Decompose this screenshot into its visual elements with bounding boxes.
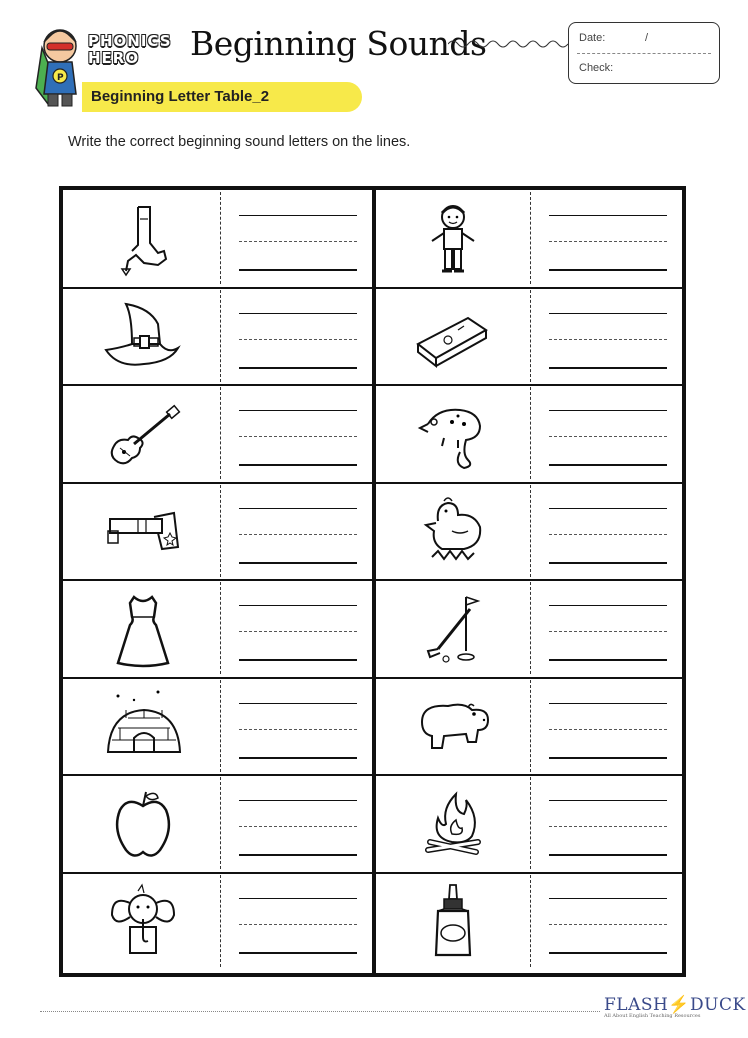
writing-lines[interactable] xyxy=(549,288,667,385)
arm-icon xyxy=(98,199,188,279)
writing-line xyxy=(549,464,667,466)
dashed-divider xyxy=(530,290,531,382)
midline-dashed xyxy=(549,631,667,632)
apple-icon xyxy=(98,784,188,864)
lightning-icon: ⚡ xyxy=(668,995,691,1015)
date-label: Date: xyxy=(579,32,606,44)
hat-icon xyxy=(98,296,188,376)
date-divider xyxy=(577,53,711,54)
picture-box xyxy=(67,483,219,580)
picture-box xyxy=(67,873,219,970)
writing-line xyxy=(239,952,357,954)
picture-box xyxy=(377,775,529,872)
writing-line xyxy=(239,659,357,661)
brand-logo xyxy=(88,32,184,70)
writing-lines[interactable] xyxy=(549,678,667,775)
dashed-divider xyxy=(220,290,221,382)
table-cell xyxy=(67,873,367,970)
writing-line xyxy=(549,659,667,661)
dashed-divider xyxy=(530,582,531,674)
writing-line xyxy=(549,313,667,314)
glue-icon xyxy=(408,881,498,961)
table-cell xyxy=(67,288,367,385)
table-cell xyxy=(377,678,677,775)
picture-box xyxy=(377,678,529,775)
dashed-divider xyxy=(220,485,221,577)
writing-lines[interactable] xyxy=(239,190,357,287)
squiggle-divider-icon xyxy=(448,38,568,50)
logo-part2: DUCK xyxy=(690,995,746,1015)
writing-line xyxy=(549,800,667,801)
fire-icon xyxy=(408,784,498,864)
midline-dashed xyxy=(549,534,667,535)
footer-rule xyxy=(40,1011,600,1012)
writing-line xyxy=(549,367,667,369)
writing-line xyxy=(549,562,667,564)
date-check-box xyxy=(568,22,720,84)
dashed-divider xyxy=(530,192,531,284)
chameleon-icon xyxy=(408,394,498,474)
check-label: Check: xyxy=(579,62,614,74)
writing-lines[interactable] xyxy=(239,580,357,677)
dashed-divider xyxy=(220,875,221,967)
letter-table xyxy=(59,186,686,977)
dashed-divider xyxy=(220,387,221,479)
brand-line2: HERO xyxy=(88,49,140,67)
writing-lines[interactable] xyxy=(549,873,667,970)
igloo-icon xyxy=(98,686,188,766)
table-cell xyxy=(67,483,367,580)
writing-lines[interactable] xyxy=(239,483,357,580)
table-cell xyxy=(67,775,367,872)
writing-lines[interactable] xyxy=(549,483,667,580)
writing-line xyxy=(549,269,667,271)
picture-box xyxy=(67,288,219,385)
table-cell xyxy=(377,483,677,580)
midline-dashed xyxy=(239,826,357,827)
dashed-divider xyxy=(530,777,531,869)
guitar-icon xyxy=(98,394,188,474)
logo-tagline: All About English Teaching Resources xyxy=(604,1013,701,1019)
writing-lines[interactable] xyxy=(239,873,357,970)
picture-box xyxy=(67,678,219,775)
writing-lines[interactable] xyxy=(549,190,667,287)
boy-icon xyxy=(408,199,498,279)
writing-line xyxy=(549,605,667,606)
picture-box xyxy=(377,873,529,970)
column-divider xyxy=(372,190,376,973)
writing-lines[interactable] xyxy=(239,288,357,385)
writing-line xyxy=(239,367,357,369)
midline-dashed xyxy=(239,631,357,632)
writing-lines[interactable] xyxy=(549,385,667,482)
midline-dashed xyxy=(549,339,667,340)
midline-dashed xyxy=(549,436,667,437)
gun-icon xyxy=(98,491,188,571)
picture-box xyxy=(377,580,529,677)
golf-icon xyxy=(408,589,498,669)
table-cell xyxy=(377,190,677,287)
midline-dashed xyxy=(239,729,357,730)
subtitle-banner xyxy=(82,82,362,112)
table-cell xyxy=(377,775,677,872)
writing-lines[interactable] xyxy=(549,580,667,677)
picture-box xyxy=(67,775,219,872)
writing-lines[interactable] xyxy=(239,775,357,872)
writing-lines[interactable] xyxy=(239,678,357,775)
writing-line xyxy=(239,410,357,411)
writing-line xyxy=(239,269,357,271)
midline-dashed xyxy=(239,436,357,437)
table-cell xyxy=(377,580,677,677)
writing-line xyxy=(239,508,357,509)
midline-dashed xyxy=(549,924,667,925)
table-cell xyxy=(67,385,367,482)
table-cell xyxy=(377,385,677,482)
writing-line xyxy=(239,464,357,466)
picture-box xyxy=(377,483,529,580)
table-cell xyxy=(67,190,367,287)
writing-line xyxy=(239,800,357,801)
midline-dashed xyxy=(239,241,357,242)
writing-line xyxy=(239,757,357,759)
instruction-text: Write the correct beginning sound letters on the lines. xyxy=(68,134,411,150)
midline-dashed xyxy=(549,826,667,827)
elephant-icon xyxy=(98,881,188,961)
picture-box xyxy=(67,190,219,287)
gum-icon xyxy=(408,296,498,376)
subtitle: Beginning Letter Table_2 xyxy=(91,88,270,105)
page-title: Beginning Sounds xyxy=(190,24,487,63)
writing-line xyxy=(239,313,357,314)
writing-line xyxy=(239,605,357,606)
dashed-divider xyxy=(530,875,531,967)
writing-line xyxy=(549,508,667,509)
writing-line xyxy=(239,898,357,899)
hippo-icon xyxy=(408,686,498,766)
table-cell xyxy=(67,678,367,775)
brand-line1: PHONICS xyxy=(88,32,172,50)
date-slash: / xyxy=(645,32,649,44)
table-cell xyxy=(377,288,677,385)
table-cell xyxy=(377,873,677,970)
writing-line xyxy=(239,215,357,216)
writing-line xyxy=(549,898,667,899)
midline-dashed xyxy=(239,339,357,340)
midline-dashed xyxy=(549,729,667,730)
hero-mascot-icon xyxy=(30,18,90,110)
writing-line xyxy=(549,410,667,411)
dashed-divider xyxy=(220,582,221,674)
svg-text:P: P xyxy=(57,73,64,83)
writing-line xyxy=(239,703,357,704)
writing-line xyxy=(549,854,667,856)
dashed-divider xyxy=(220,192,221,284)
writing-line xyxy=(549,703,667,704)
flashduck-logo xyxy=(604,995,746,1019)
writing-line xyxy=(239,854,357,856)
picture-box xyxy=(377,385,529,482)
writing-line xyxy=(549,757,667,759)
writing-line xyxy=(549,952,667,954)
writing-lines[interactable] xyxy=(239,385,357,482)
midline-dashed xyxy=(239,534,357,535)
midline-dashed xyxy=(239,924,357,925)
dashed-divider xyxy=(530,387,531,479)
picture-box xyxy=(67,580,219,677)
dashed-divider xyxy=(220,680,221,772)
logo-part1: FLASH xyxy=(604,995,669,1015)
picture-box xyxy=(67,385,219,482)
picture-box xyxy=(377,190,529,287)
writing-line xyxy=(549,215,667,216)
writing-lines[interactable] xyxy=(549,775,667,872)
dashed-divider xyxy=(530,680,531,772)
table-cell xyxy=(67,580,367,677)
dashed-divider xyxy=(530,485,531,577)
midline-dashed xyxy=(549,241,667,242)
dashed-divider xyxy=(220,777,221,869)
picture-box xyxy=(377,288,529,385)
dress-icon xyxy=(98,589,188,669)
hen-icon xyxy=(408,491,498,571)
writing-line xyxy=(239,562,357,564)
